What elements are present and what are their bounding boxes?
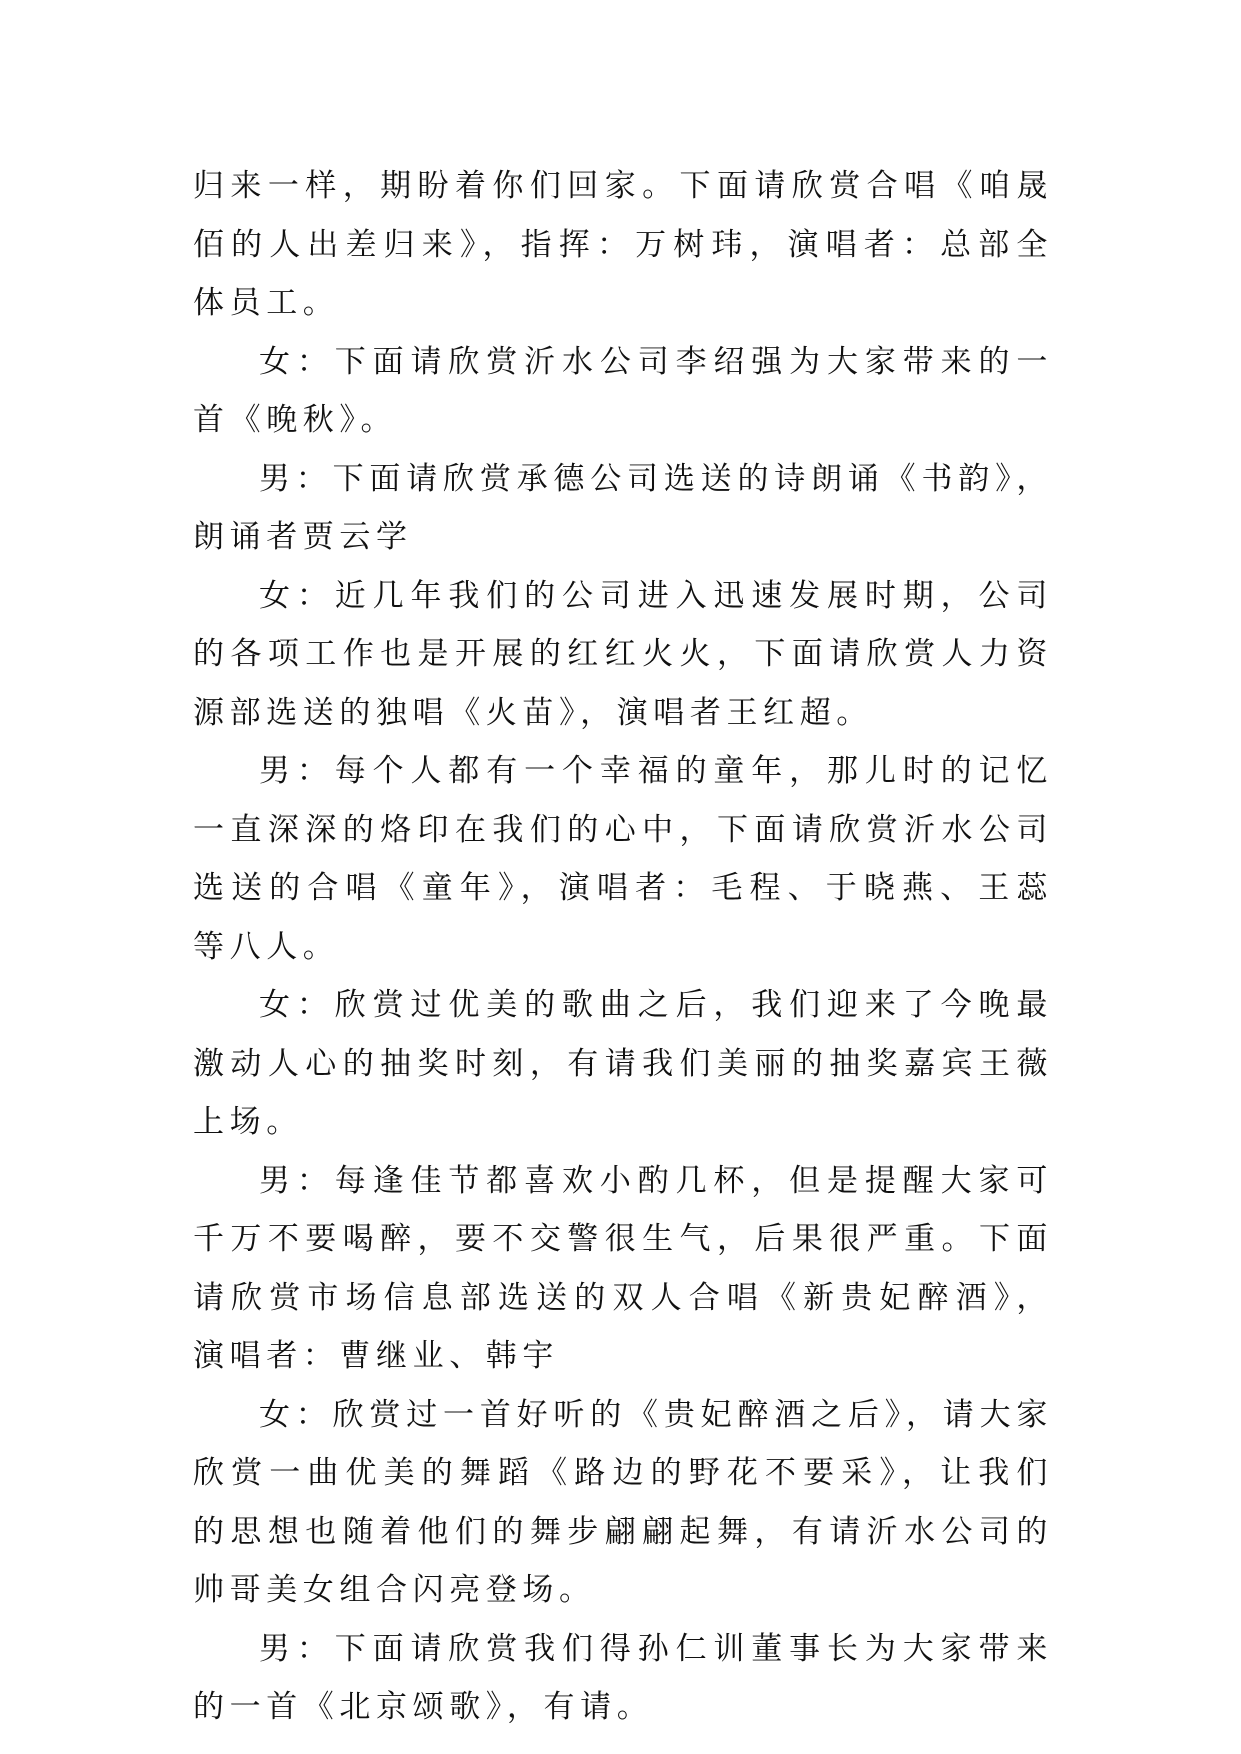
paragraph-male-beijing: 男：下面请欣赏我们得孙仁训董事长为大家带来的一首《北京颂歌》，有请。 bbox=[193, 1630, 1053, 1725]
paragraph-continuation: 归来一样，期盼着你们回家。下面请欣赏合唱《咱晟佰的人出差归来》，指挥：万树玮，演唱者：总部全体员工。 bbox=[193, 168, 1053, 321]
paragraph-male-guifei: 男：每逢佳节都喜欢小酌几杯，但是提醒大家可千万不要喝醉，要不交警很生气，后果很严重。下面请欣赏市场信息部选送的双人合唱《新贵妃醉酒》，演唱者：曹继业、韩宇 bbox=[193, 1162, 1053, 1374]
document-body bbox=[193, 157, 1053, 1737]
paragraph-male-tongnian: 男：每个人都有一个幸福的童年，那儿时的记忆一直深深的烙印在我们的心中，下面请欣赏沂水公司选送的合唱《童年》，演唱者：毛程、于晓燕、王蕊等八人。 bbox=[193, 753, 1053, 965]
paragraph-female-lottery: 女：欣赏过优美的歌曲之后，我们迎来了今晚最激动人心的抽奖时刻，有请我们美丽的抽奖嘉宾王薇上场。 bbox=[193, 987, 1053, 1140]
paragraph-female-wanqiu: 女：下面请欣赏沂水公司李绍强为大家带来的一首《晚秋》。 bbox=[193, 343, 1053, 438]
paragraph-male-shuyun: 男：下面请欣赏承德公司选送的诗朗诵《书韵》，朗诵者贾云学 bbox=[193, 460, 1053, 555]
paragraph-female-dance: 女：欣赏过一首好听的《贵妃醉酒之后》，请大家欣赏一曲优美的舞蹈《路边的野花不要采》，让我们的思想也随着他们的舞步翩翩起舞，有请沂水公司的帅哥美女组合闪亮登场。 bbox=[193, 1396, 1053, 1608]
paragraph-female-huomiao: 女：近几年我们的公司进入迅速发展时期，公司的各项工作也是开展的红红火火，下面请欣赏人力资源部选送的独唱《火苗》，演唱者王红超。 bbox=[193, 577, 1053, 731]
